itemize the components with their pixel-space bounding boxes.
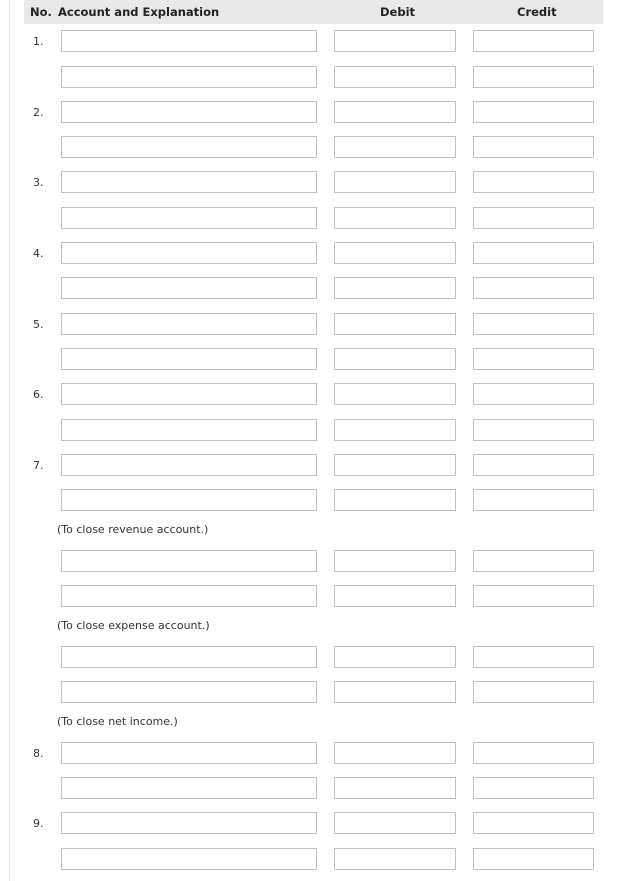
account-input[interactable] (61, 454, 317, 476)
credit-input[interactable] (473, 681, 594, 703)
credit-input[interactable] (473, 101, 594, 123)
entry-number: 2. (33, 106, 44, 119)
credit-input[interactable] (473, 348, 594, 370)
account-input[interactable] (61, 848, 317, 870)
account-input[interactable] (61, 777, 317, 799)
credit-input[interactable] (473, 454, 594, 476)
credit-input[interactable] (473, 207, 594, 229)
debit-input[interactable] (334, 454, 456, 476)
account-input[interactable] (61, 313, 317, 335)
header-no: No. (30, 5, 52, 19)
credit-input[interactable] (473, 383, 594, 405)
debit-input[interactable] (334, 101, 456, 123)
entry-number: 4. (33, 247, 44, 260)
account-input[interactable] (61, 681, 317, 703)
credit-input[interactable] (473, 66, 594, 88)
header-debit: Debit (380, 5, 416, 19)
debit-input[interactable] (334, 489, 456, 511)
account-input[interactable] (61, 207, 317, 229)
account-input[interactable] (61, 30, 317, 52)
credit-input[interactable] (473, 585, 594, 607)
debit-input[interactable] (334, 66, 456, 88)
credit-input[interactable] (473, 489, 594, 511)
entry-number: 8. (33, 747, 44, 760)
credit-input[interactable] (473, 30, 594, 52)
credit-input[interactable] (473, 646, 594, 668)
debit-input[interactable] (334, 30, 456, 52)
entry-number: 5. (33, 318, 44, 331)
account-input[interactable] (61, 171, 317, 193)
debit-input[interactable] (334, 242, 456, 264)
header-credit: Credit (517, 5, 557, 19)
debit-input[interactable] (334, 136, 456, 158)
credit-input[interactable] (473, 419, 594, 441)
account-input[interactable] (61, 646, 317, 668)
account-input[interactable] (61, 348, 317, 370)
account-input[interactable] (61, 812, 317, 834)
credit-input[interactable] (473, 848, 594, 870)
debit-input[interactable] (334, 277, 456, 299)
closing-explanation: (To close expense account.) (57, 619, 210, 632)
account-input[interactable] (61, 101, 317, 123)
credit-input[interactable] (473, 277, 594, 299)
debit-input[interactable] (334, 419, 456, 441)
account-input[interactable] (61, 550, 317, 572)
credit-input[interactable] (473, 171, 594, 193)
entry-number: 1. (33, 35, 44, 48)
debit-input[interactable] (334, 848, 456, 870)
account-input[interactable] (61, 242, 317, 264)
debit-input[interactable] (334, 742, 456, 764)
credit-input[interactable] (473, 136, 594, 158)
debit-input[interactable] (334, 777, 456, 799)
account-input[interactable] (61, 742, 317, 764)
debit-input[interactable] (334, 812, 456, 834)
closing-explanation: (To close revenue account.) (57, 523, 209, 536)
debit-input[interactable] (334, 171, 456, 193)
entry-number: 9. (33, 817, 44, 830)
credit-input[interactable] (473, 313, 594, 335)
debit-input[interactable] (334, 585, 456, 607)
header-account: Account and Explanation (58, 5, 220, 19)
account-input[interactable] (61, 585, 317, 607)
credit-input[interactable] (473, 242, 594, 264)
account-input[interactable] (61, 66, 317, 88)
debit-input[interactable] (334, 550, 456, 572)
debit-input[interactable] (334, 681, 456, 703)
entry-number: 6. (33, 388, 44, 401)
account-input[interactable] (61, 383, 317, 405)
account-input[interactable] (61, 136, 317, 158)
debit-input[interactable] (334, 313, 456, 335)
debit-input[interactable] (334, 646, 456, 668)
debit-input[interactable] (334, 207, 456, 229)
debit-input[interactable] (334, 348, 456, 370)
account-input[interactable] (61, 419, 317, 441)
account-input[interactable] (61, 489, 317, 511)
credit-input[interactable] (473, 777, 594, 799)
credit-input[interactable] (473, 812, 594, 834)
account-input[interactable] (61, 277, 317, 299)
credit-input[interactable] (473, 550, 594, 572)
closing-explanation: (To close net income.) (57, 715, 178, 728)
debit-input[interactable] (334, 383, 456, 405)
entry-number: 7. (33, 459, 44, 472)
entry-number: 3. (33, 176, 44, 189)
credit-input[interactable] (473, 742, 594, 764)
